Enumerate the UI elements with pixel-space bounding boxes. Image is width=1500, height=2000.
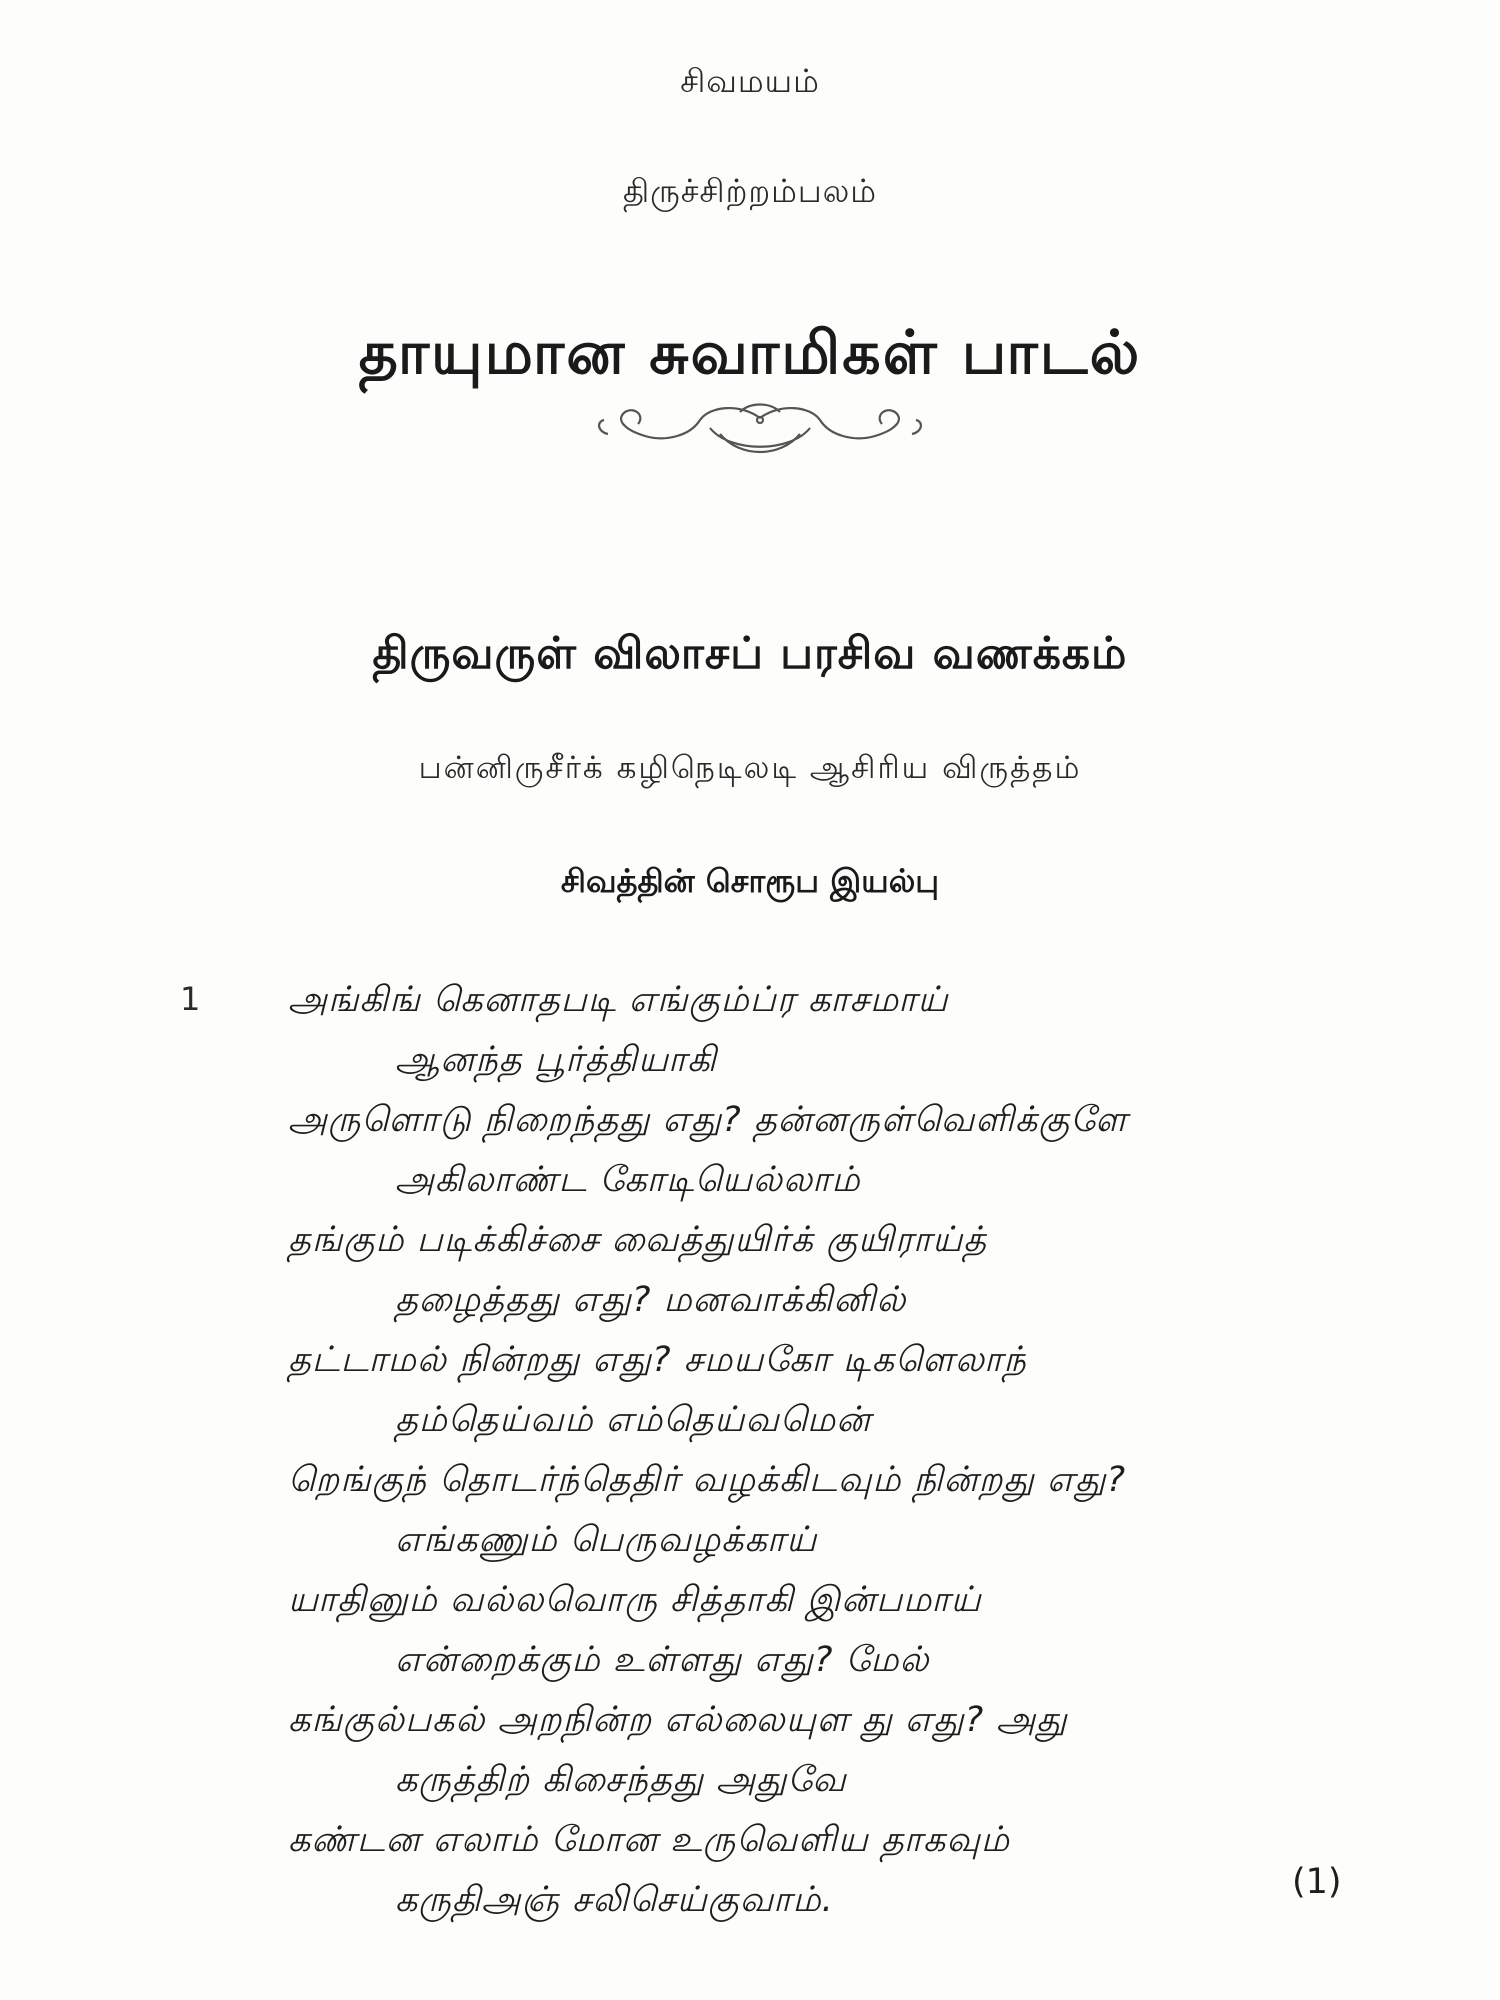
verse-line: கருத்திற் கிசைந்தது அதுவே [395, 1760, 847, 1800]
verse-line: அகிலாண்ட கோடியெல்லாம் [395, 1160, 861, 1200]
verse-line: அங்கிங் கெனாதபடி எங்கும்ப்ர காசமாய் [288, 980, 949, 1020]
invocation-text: சிவமயம் [680, 62, 820, 100]
verse-line: ஆனந்த பூர்த்தியாகி [395, 1040, 717, 1080]
verse-line: தங்கும் படிக்கிச்சை வைத்துயிர்க் குயிராய்த் [288, 1220, 988, 1260]
meter-text: பன்னிருசீர்க் கழிநெடிலடி ஆசிரிய விருத்தம் [418, 750, 1082, 786]
verse-line: எங்கணும் பெருவழக்காய் [395, 1520, 818, 1560]
verse-line: தட்டாமல் நின்றது எது? சமயகோ டிகளெலாந் [288, 1340, 1027, 1380]
verse-line: கங்குல்பகல் அறநின்ற எல்லையுள து எது? அது [288, 1700, 1068, 1740]
verse-number: 1 [180, 980, 201, 1018]
verse-line: தம்தெய்வம் எம்தெய்வமென் [395, 1400, 872, 1440]
page-title: தாயுமான சுவாமிகள் பாடல் [358, 318, 1142, 388]
verse-end-mark: (1) [1292, 1862, 1342, 1902]
sub-heading: சிவத்தின் சொரூப இயல்பு [560, 862, 940, 900]
verse-line: யாதினும் வல்லவொரு சித்தாகி இன்பமாய் [288, 1580, 982, 1620]
verse-line: அருளொடு நிறைந்தது எது? தன்னருள்வெளிக்குளே [288, 1100, 1128, 1140]
verse-line: கருதிஅஞ் சலிசெய்குவாம். [395, 1880, 834, 1920]
section-title: திருவருள் விலாசப் பரசிவ வணக்கம் [372, 628, 1128, 679]
verse-line: கண்டன எலாம் மோன உருவெளிய தாகவும் [288, 1820, 1011, 1860]
verse-line: என்றைக்கும் உள்ளது எது? மேல் [395, 1640, 930, 1680]
flourish-ornament-icon [590, 398, 930, 468]
verse-line: றெங்குந் தொடர்ந்தெதிர் வழக்கிடவும் நின்றது எது? [288, 1460, 1127, 1500]
blessing-text: திருச்சிற்றம்பலம் [622, 172, 878, 210]
verse-line: தழைத்தது எது? மனவாக்கினில் [395, 1280, 907, 1320]
